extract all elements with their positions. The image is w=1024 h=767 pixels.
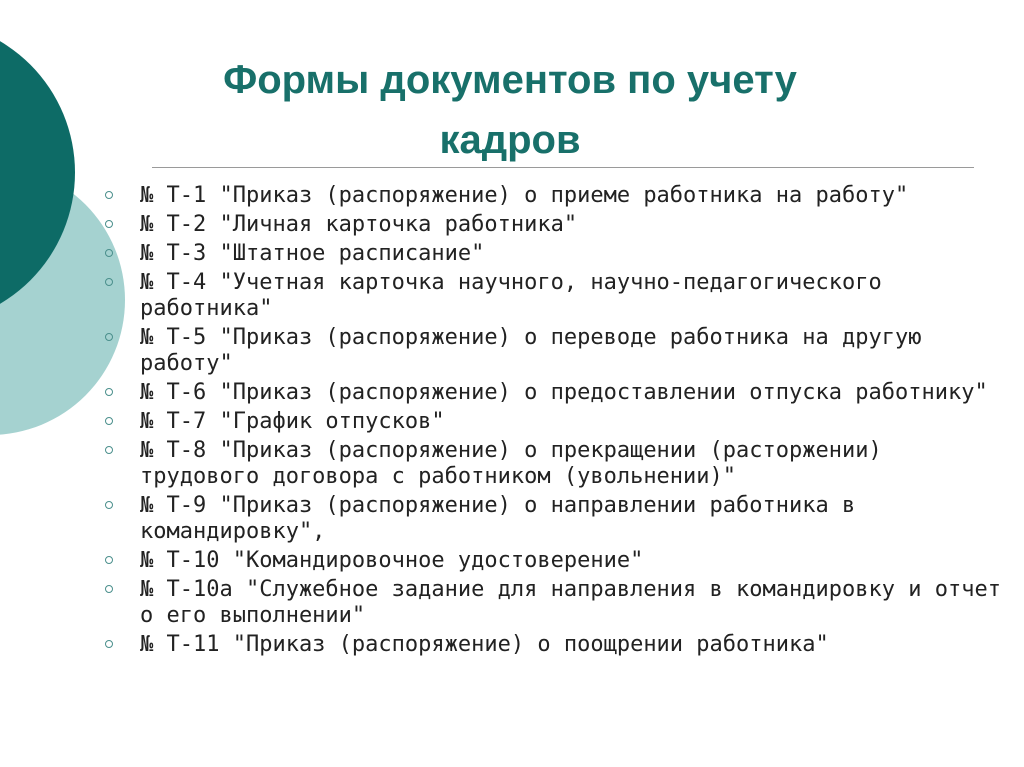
list-item-text: № Т-7 "График отпусков": [140, 409, 445, 434]
circle-bullet-icon: [105, 556, 113, 564]
list-item-text: № Т-4 "Учетная карточка научного, научно-педагогического работника": [140, 270, 882, 321]
list-item: [100, 493, 1010, 545]
title-divider: [152, 167, 974, 168]
list-item: [100, 241, 1010, 267]
circle-bullet-icon: [105, 333, 113, 341]
list-item: [100, 270, 1010, 322]
list-item: [100, 212, 1010, 238]
list-item-text: № Т-3 "Штатное расписание": [140, 241, 485, 266]
list-item-text: № Т-10а "Служебное задание для направления в командировку и отчет о его выполнении": [140, 577, 1001, 628]
list-item: [100, 183, 1010, 209]
list-item: [100, 380, 1010, 406]
list-item: [100, 409, 1010, 435]
circle-bullet-icon: [105, 388, 113, 396]
list-item-text: № Т-9 "Приказ (распоряжение) о направлении работника в командировку",: [140, 493, 856, 544]
circle-bullet-icon: [105, 191, 113, 199]
list-item-text: № Т-11 "Приказ (распоряжение) о поощрении работника": [140, 632, 829, 657]
document-forms-list: [100, 183, 1010, 661]
list-item-text: № Т-10 "Командировочное удостоверение": [140, 548, 644, 573]
list-item-text: № Т-1 "Приказ (распоряжение) о приеме работника на работу": [140, 183, 909, 208]
list-item: [100, 438, 1010, 490]
circle-bullet-icon: [105, 585, 113, 593]
list-item: [100, 632, 1010, 658]
list-item: [100, 577, 1010, 629]
list-item-text: № Т-2 "Личная карточка работника": [140, 212, 578, 237]
slide-title: Формы документов по учету кадров: [223, 58, 797, 162]
circle-bullet-icon: [105, 501, 113, 509]
circle-bullet-icon: [105, 220, 113, 228]
list-item-text: № Т-8 "Приказ (распоряжение) о прекращении (расторжении) трудового договора с работником (увольнении)": [140, 438, 882, 489]
list-item-text: № Т-6 "Приказ (распоряжение) о предоставлении отпуска работнику": [140, 380, 988, 405]
circle-bullet-icon: [105, 640, 113, 648]
list-item: [100, 548, 1010, 574]
circle-bullet-icon: [105, 249, 113, 257]
circle-bullet-icon: [105, 446, 113, 454]
circle-bullet-icon: [105, 417, 113, 425]
list-item-text: № Т-5 "Приказ (распоряжение) о переводе работника на другую работу": [140, 325, 922, 376]
circle-bullet-icon: [105, 278, 113, 286]
list-item: [100, 325, 1010, 377]
